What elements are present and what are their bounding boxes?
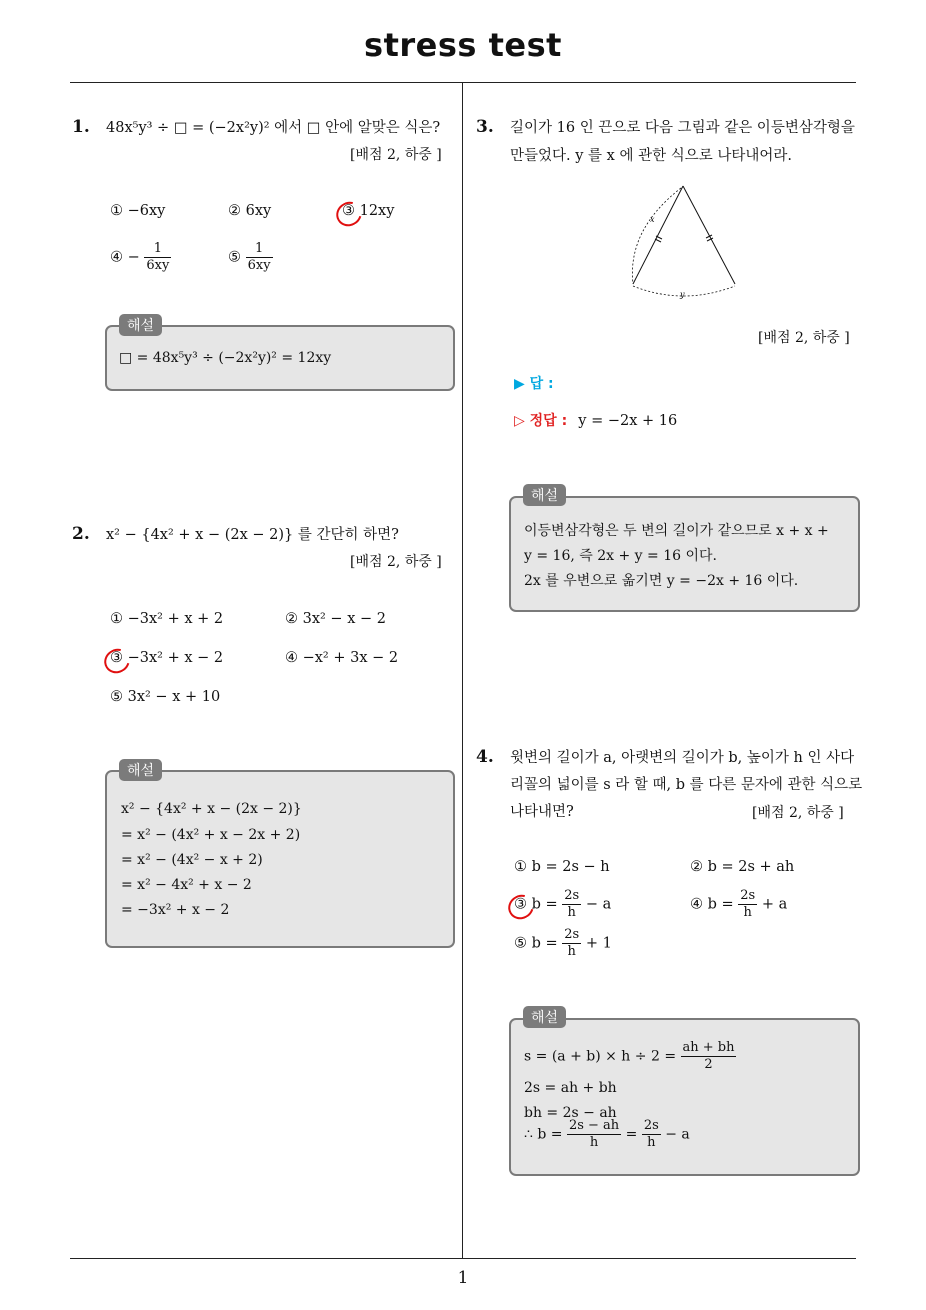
question-1-meta: [배점 2, 하중 ] bbox=[350, 147, 442, 163]
fraction-numerator: 2s − ah bbox=[568, 1118, 620, 1133]
q2-solution-box bbox=[105, 770, 455, 948]
q2-choice-3[interactable]: ③ −3x² + x − 2 bbox=[110, 650, 224, 666]
question-1-number: 1. bbox=[72, 117, 90, 137]
q1-choice-4-fraction bbox=[144, 241, 171, 274]
solution-text: s = (a + b) × h ÷ 2 = bbox=[524, 1048, 677, 1065]
q3-solution-line-1: 이등변삼각형은 두 변의 길이가 같으므로 x + x + bbox=[524, 523, 829, 539]
question-3-text-line-2: 만들었다. y 를 x 에 관한 식으로 나타내어라. bbox=[510, 148, 792, 164]
correct-answer-row bbox=[514, 410, 677, 430]
page-number: 1 bbox=[457, 1268, 469, 1288]
correct-answer-value: y = −2x + 16 bbox=[578, 413, 678, 429]
question-2-number: 2. bbox=[72, 524, 90, 544]
choice-fraction bbox=[738, 888, 757, 921]
q1-choice-4-label: ④ − bbox=[110, 249, 140, 266]
label-y: y bbox=[680, 290, 685, 299]
footer-rule bbox=[70, 1258, 856, 1259]
q1-choice-5-label: ⑤ bbox=[228, 249, 246, 266]
fraction-denominator: h bbox=[743, 905, 752, 920]
q2-choice-4[interactable]: ④ −x² + 3x − 2 bbox=[285, 650, 399, 666]
fraction-denominator: 2 bbox=[704, 1057, 713, 1072]
q2-solution-line-2: = x² − (4x² + x − 2x + 2) bbox=[121, 827, 301, 843]
q2-choice-1[interactable]: ① −3x² + x + 2 bbox=[110, 611, 224, 627]
choice-suffix: − a bbox=[585, 896, 612, 913]
q1-choice-1[interactable]: ① −6xy bbox=[110, 203, 166, 219]
choice-suffix: + a bbox=[761, 896, 788, 913]
fraction-denominator: h bbox=[647, 1135, 656, 1150]
fraction-numerator: 2s bbox=[740, 888, 756, 903]
column-divider bbox=[462, 83, 463, 1259]
question-4-text-line-2: 리꼴의 넓이를 s 라 할 때, b 를 다른 문자에 관한 식으로 bbox=[510, 777, 863, 793]
q2-choice-5[interactable]: ⑤ 3x² − x + 10 bbox=[110, 689, 221, 705]
q1-choice-5[interactable] bbox=[228, 241, 273, 274]
triangle-right-side bbox=[683, 186, 735, 284]
choice-suffix: + 1 bbox=[585, 935, 612, 952]
q1-choice-2[interactable]: ② 6xy bbox=[228, 203, 272, 219]
q3-solution-line-3: 2x 를 우변으로 옮기면 y = −2x + 16 이다. bbox=[524, 573, 799, 589]
q2-solution-line-5: = −3x² + x − 2 bbox=[121, 902, 230, 918]
q1-choice-4[interactable] bbox=[110, 241, 171, 274]
q3-solution-tag: 해설 bbox=[523, 484, 566, 506]
question-3-text-line-1: 길이가 16 인 끈으로 다음 그림과 같은 이등변삼각형을 bbox=[510, 120, 855, 136]
q3-solution-line-2: y = 16, 즉 2x + y = 16 이다. bbox=[524, 548, 717, 564]
question-2-meta: [배점 2, 하중 ] bbox=[350, 554, 442, 570]
page-title: stress test bbox=[364, 26, 562, 64]
solution-fraction bbox=[642, 1118, 661, 1151]
q2-solution-line-1: x² − {4x² + x − (2x − 2)} bbox=[121, 801, 302, 817]
solution-text: = bbox=[625, 1126, 638, 1143]
fraction-denominator: h bbox=[567, 905, 576, 920]
q4-choice-1[interactable]: ① b = 2s − h bbox=[514, 859, 610, 875]
question-4-meta: [배점 2, 하중 ] bbox=[752, 805, 844, 821]
q2-solution-tag: 해설 bbox=[119, 759, 162, 781]
q1-solution-line: □ = 48x⁵y³ ÷ (−2x²y)² = 12xy bbox=[119, 350, 332, 366]
header-rule bbox=[70, 82, 856, 83]
fraction-denominator: 6xy bbox=[247, 258, 271, 273]
question-4-number: 4. bbox=[476, 747, 494, 767]
q3-solution-box bbox=[509, 496, 860, 612]
fraction-denominator: h bbox=[589, 1135, 599, 1150]
fraction-numerator: ah + bh bbox=[682, 1040, 735, 1055]
q4-solution-line-3: bh = 2s − ah bbox=[524, 1105, 617, 1121]
choice-fraction bbox=[562, 927, 581, 960]
question-4-text-line-1: 윗변의 길이가 a, 아랫변의 길이가 b, 높이가 h 인 사다 bbox=[510, 750, 855, 766]
question-2-text: x² − {4x² + x − (2x − 2)} 를 간단히 하면? bbox=[106, 527, 399, 543]
q1-solution-tag: 해설 bbox=[119, 314, 162, 336]
solution-fraction bbox=[567, 1118, 621, 1151]
question-3-meta: [배점 2, 하중 ] bbox=[758, 330, 850, 346]
question-3-number: 3. bbox=[476, 117, 494, 137]
q4-solution-tag: 해설 bbox=[523, 1006, 566, 1028]
q4-choice-2[interactable]: ② b = 2s + ah bbox=[690, 859, 795, 875]
q1-choice-5-fraction bbox=[246, 241, 273, 274]
q2-solution-line-3: = x² − (4x² − x + 2) bbox=[121, 852, 263, 868]
q4-solution-box bbox=[509, 1018, 860, 1176]
fraction-numerator: 1 bbox=[246, 241, 273, 258]
solution-fraction bbox=[681, 1040, 737, 1073]
choice-prefix: ⑤ b = bbox=[514, 935, 558, 952]
fraction-numerator: 1 bbox=[144, 241, 171, 258]
answer-label: ▶ 답 : bbox=[514, 376, 554, 392]
fraction-numerator: 2s bbox=[643, 1118, 659, 1133]
q2-solution-line-4: = x² − 4x² + x − 2 bbox=[121, 877, 252, 893]
correct-answer-label: ▷ 정답 : bbox=[514, 413, 568, 429]
q2-choice-2[interactable]: ② 3x² − x − 2 bbox=[285, 611, 386, 627]
choice-prefix: ④ b = bbox=[690, 896, 734, 913]
fraction-numerator: 2s bbox=[564, 927, 580, 942]
isosceles-triangle-figure bbox=[625, 180, 745, 300]
solution-text: − a bbox=[665, 1126, 690, 1143]
solution-text: ∴ b = bbox=[524, 1126, 563, 1143]
fraction-denominator: 6xy bbox=[146, 258, 170, 273]
question-1-text: 48x⁵y³ ÷ □ = (−2x²y)² 에서 □ 안에 알맞은 식은? bbox=[106, 120, 441, 136]
choice-prefix: ③ b = bbox=[514, 896, 558, 913]
q4-solution-line-1 bbox=[524, 1040, 736, 1073]
tick-mark bbox=[655, 239, 661, 242]
question-4-text-line-3: 나타내면? bbox=[510, 804, 574, 820]
choice-fraction bbox=[562, 888, 581, 921]
label-x: x bbox=[650, 215, 655, 224]
q4-solution-line-2: 2s = ah + bh bbox=[524, 1080, 617, 1096]
fraction-denominator: h bbox=[567, 944, 576, 959]
triangle-left-side bbox=[633, 186, 683, 284]
q4-choice-5[interactable] bbox=[514, 927, 612, 960]
q4-solution-line-4 bbox=[524, 1118, 690, 1151]
q4-choice-4[interactable] bbox=[690, 888, 787, 921]
fraction-numerator: 2s bbox=[564, 888, 580, 903]
q1-choice-3[interactable]: ③ 12xy bbox=[342, 203, 395, 219]
